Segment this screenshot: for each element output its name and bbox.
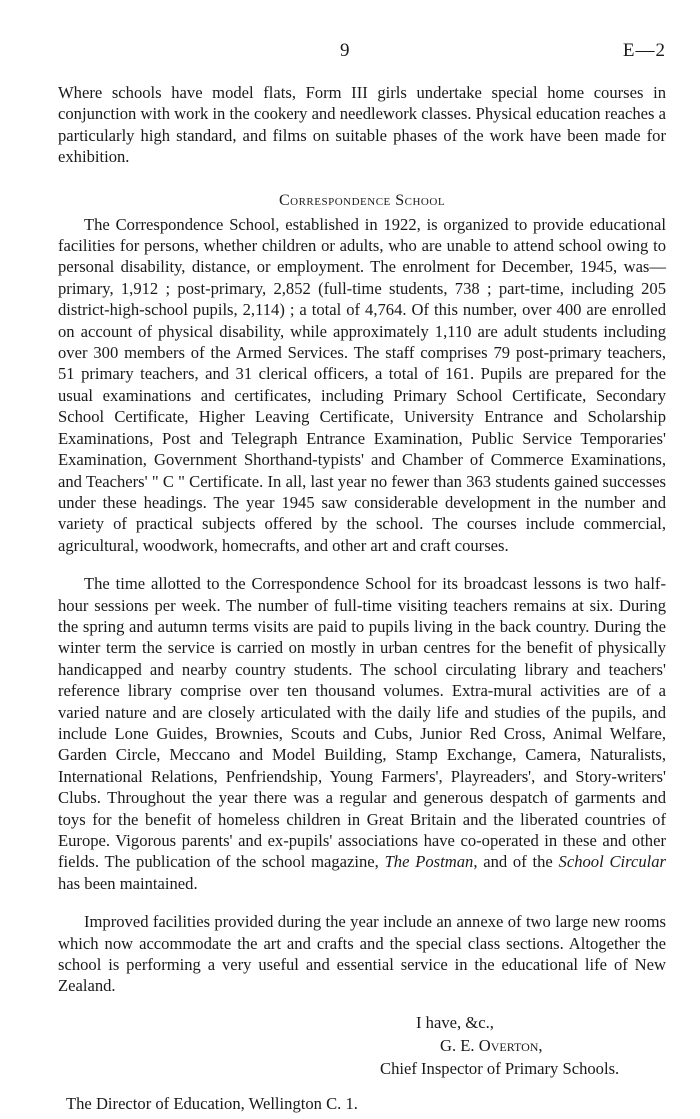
section-heading: Correspondence School [278,191,446,209]
salutation: I have, &c., [416,1012,494,1032]
page-number: 9 [340,40,350,61]
signatory-title: Chief Inspector of Primary Schools. [380,1058,620,1078]
addressee: The Director of Education, Wellington C. 1. [66,1093,358,1113]
body-paragraph-3: Improved facilities provided during the year include an annexe of two large new rooms which now accommodate the art and crafts and the special class sections. Altogether the school is performing a very useful and essential service in the educational life of New Zealand. [58,912,666,996]
signatory-name: G. E. Overton, [440,1035,543,1055]
circular-title: School Circular [558,852,666,872]
page-header [58,40,666,68]
body-paragraph-2 [58,573,666,894]
magazine-title: The Postman [384,852,474,872]
paragraph-2-text-end: has been maintained. [58,873,198,893]
body-paragraph-1: The Correspondence School, established in 1922, is organized to provide educational facilities for persons, whether children or adults, who are unable to attend school owing to personal disability, distance, or employment. The enrolment for December, 1945, was—primary, 1,912 ; post-primary, 2,852 (full-time students, 738 ; part-time, including 205 district-high-school pupils, 2,114) ; a total of 4,764. Of this number, over 400 are enrolled on account of physical disability, while approximately 1,110 are adult students including over 300 members of the Armed Services. The staff comprises 79 post-primary teachers, 51 primary teachers, and 31 clerical officers, a total of 161. Pupils are prepared for the usual examinations and certificates, including Primary School Certificate, Secondary School Certificate, Higher Leaving Certificate, University Entrance and Scholarship Examinations, Post and Telegraph Entrance Examination, Public Service Temporaries' Examination, Government Shorthand-typists' and Chamber of Commerce Examinations, and Teachers' " C " Certificate. In all, last year no fewer than 363 students gained successes under these headings. The year 1945 saw considerable development in the number and variety of practical subjects offered by the school. The courses include commercial, agricultural, woodwork, homecrafts, and other art and craft courses. [58,214,666,555]
document-page [58,40,666,1114]
report-code: E—2 [622,40,666,61]
paragraph-2-text-middle: , and of the [473,852,559,872]
intro-paragraph: Where schools have model flats, Form III girls undertake special home courses in conjunction with work in the cookery and needlework classes. Physical education reaches a particularly high standard, and films on suitable phases of the work have been made for exhibition. [58,83,666,167]
signature-block [58,1011,666,1080]
paragraph-2-text-start: The time allotted to the Correspondence School for its broadcast lessons is two half-hour sessions per week. The number of full-time visiting teachers remains at six. During the spring and autumn terms visits are paid to pupils living in the back country. During the winter term the service is carried on mostly in urban centres for the benefit of physically handicapped and nearby country students. The school circulating library and teachers' reference library comprise over ten thousand volumes. Extra-mural activities are of a varied nature and are closely articulated with the daily life and studies of the pupils, and include Lone Guides, Brownies, Scouts and Cubs, Junior Red Cross, Animal Welfare, Garden Circle, Meccano and Model Building, Stamp Exchange, Camera, Naturalists, International Relations, Penfriendship, Young Farmers', Playreaders', and Story-writers' Clubs. Throughout the year there was a regular and generous despatch of garments and toys for the benefit of homeless children in Great Britain and the liberated countries of Europe. Vigorous parents' and ex-pupils' associations have co-operated in these and other fields. The publication of the school magazine, [58,574,666,872]
